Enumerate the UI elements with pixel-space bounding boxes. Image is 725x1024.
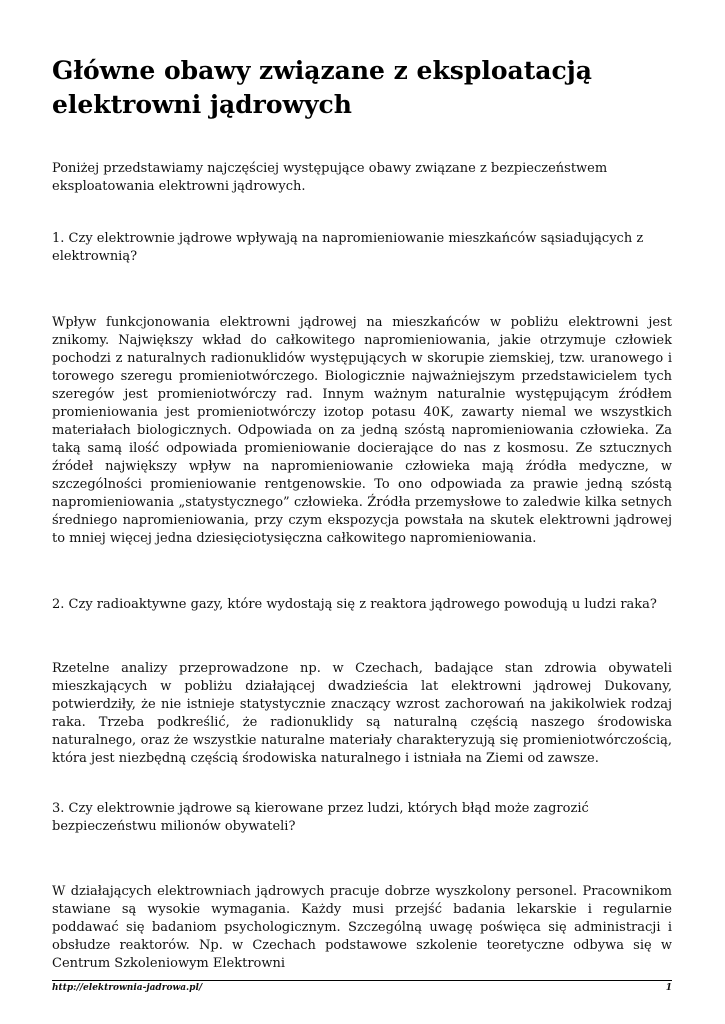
answer-3: W działających elektrowniach jądrowych pracuje dobrze wyszkolony personel. Pracownikom stawiane są wysokie wymagania. Każdy musi przejść badania lekarskie i regularnie poddawać się badaniom psychologicznym. Szczególną uwagę poświęca się administracji i obsłudze reaktorów. Np. w Czechach podstawowe szkolenie teoretyczne odbywa się w Centrum Szkoleniowym Elektrowni [52,884,672,971]
intro-paragraph: Poniżej przedstawiamy najczęściej występujące obawy związane z bezpieczeństwem eksploatowania elektrowni jądrowych. [52,161,608,194]
question-2: 2. Czy radioaktywne gazy, które wydostają się z reaktora jądrowego powodują u ludzi raka? [52,597,657,612]
question-1: 1. Czy elektrownie jądrowe wpływają na napromieniowanie mieszkańców sąsiadujących z elektrownią? [52,231,644,264]
answer-2: Rzetelne analizy przeprowadzone np. w Czechach, badające stan zdrowia obywateli mieszkających w pobliżu działającej dwadzieścia lat elektrowni jądrowej Dukovany, potwierdziły, że nie istnieje statystycznie znaczący wzrost zachorowań na jakikolwiek rodzaj raka. Trzeba podkreślić, że radionuklidy są naturalną częścią naszego środowiska naturalnego, oraz że wszystkie naturalne materiały charakteryzują się promieniotwórczością, która jest niezbędną częścią środowiska naturalnego i istniała na Ziemi od zawsze. [52,661,672,766]
document-page [52,0,672,1024]
document-title: Główne obawy związane z eksploatacją elektrowni jądrowych [52,56,592,119]
footer-url-link[interactable]: http://elektrownia-jadrowa.pl/ [52,983,203,993]
page-number: 1 [665,983,672,993]
answer-1: Wpływ funkcjonowania elektrowni jądrowej na mieszkańców w pobliżu elektrowni jest znikomy. Największy wkład do całkowitego napromieniowania, jakie otrzymuje człowiek pochodzi z naturalnych radionuklidów występujących w skorupie ziemskiej, tzw. uranowego i torowego szeregu promieniotwórczego. Biologicznie najważniejszym przedstawicielem tych szeregów jest promieniotwórczy rad. Innym ważnym naturalnie występującym źródłem promieniowania jest promieniotwórczy izotop potasu 40K, zawarty niemal we wszystkich materiałach biologicznych. Odpowiada on za jedną szóstą napromieniowania człowieka. Za taką samą ilość odpowiada promieniowanie docierające do nas z kosmosu. Ze sztucznych źródeł największy wpływ na napromieniowanie człowieka mają źródła medyczne, w szczególności promieniowanie rentgenowskie. To ono odpowiada za prawie jedną szóstą napromieniowania „statystycznego” człowieka. Źródła przemysłowe to zaledwie kilka setnych średniego napromieniowania, przy czym ekspozycja powstała na skutek elektrowni jądrowej to mniej więcej jedna dziesięciotysięczna całkowitego napromieniowania. [52,315,672,546]
footer-divider [52,980,672,981]
question-3: 3. Czy elektrownie jądrowe są kierowane przez ludzi, których błąd może zagrozić bezpieczeństwu milionów obywateli? [52,801,589,834]
